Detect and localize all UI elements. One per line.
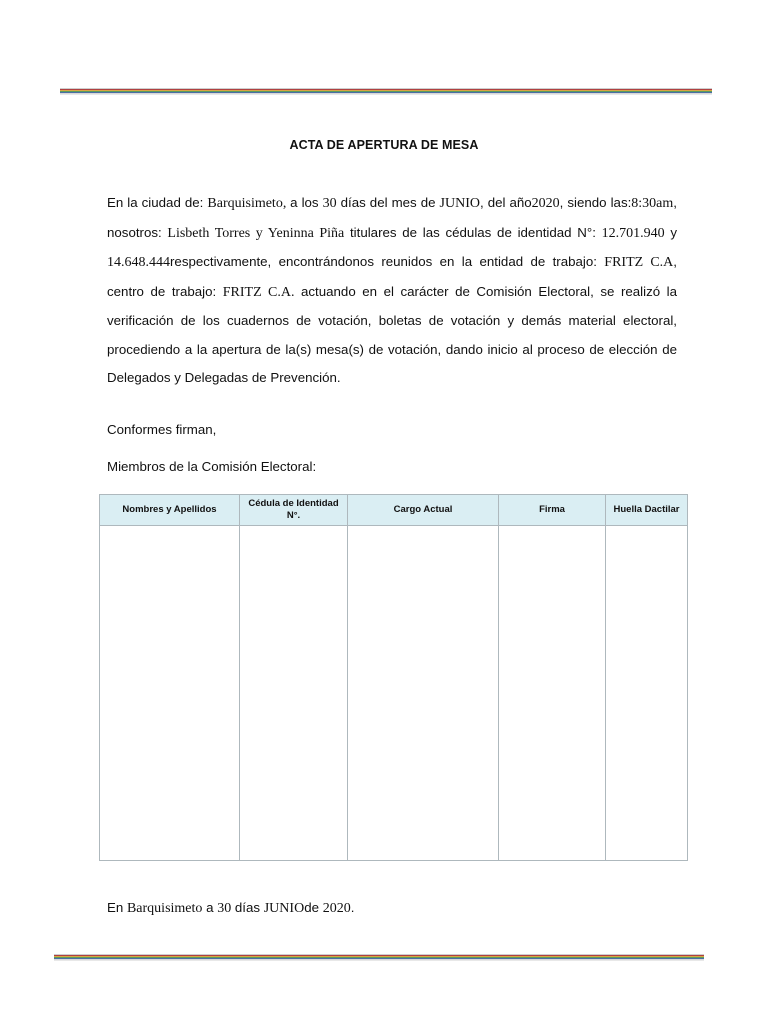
col-header-firma: Firma: [499, 495, 606, 526]
col-header-huella: Huella Dactilar: [606, 495, 688, 526]
col-header-cargo: Cargo Actual: [348, 495, 499, 526]
document-title: ACTA DE APERTURA DE MESA: [289, 138, 479, 152]
cell-nombres: [100, 526, 240, 861]
col-header-nombres: Nombres y Apellidos: [100, 495, 240, 526]
conformes-firman-text: Conformes firman,: [107, 422, 217, 437]
miembros-comision-heading: Miembros de la Comisión Electoral:: [107, 459, 317, 474]
cell-firma: [499, 526, 606, 861]
table-row: [100, 526, 688, 861]
footer-place-date: En Barquisimeto a 30 días JUNIOde 2020.: [107, 900, 355, 916]
header-decorative-rule: [60, 88, 712, 96]
body-paragraph: En la ciudad de: Barquisimeto, a los 30 días del mes de JUNIO, del año2020, siendo las:8:30am, nosotros: Lisbeth Torres y Yeninna Piña titulares de las cédulas de identidad N°: 12.701.940 y 14.648.444respectivamente, encontrándonos reunidos en la entidad de trabajo: FRITZ C.A, centro de trabajo: FRITZ C.A. actuando en el carácter de Comisión Electoral, se realizó la verificación de los cuadernos de votación, boletas de votación y demás material electoral, procediendo a la apertura de la(s) mesa(s) de votación, dando inicio al proceso de elección de Delegados y Delegadas de Prevención.: [107, 195, 678, 385]
table-header-row: [100, 495, 688, 526]
footer-decorative-rule: [54, 954, 704, 962]
cell-cedula: [240, 526, 348, 861]
cell-huella: [606, 526, 688, 861]
cell-cargo: [348, 526, 499, 861]
signatures-table: [99, 494, 688, 861]
col-header-cedula: Cédula de Identidad N°.: [240, 495, 348, 526]
